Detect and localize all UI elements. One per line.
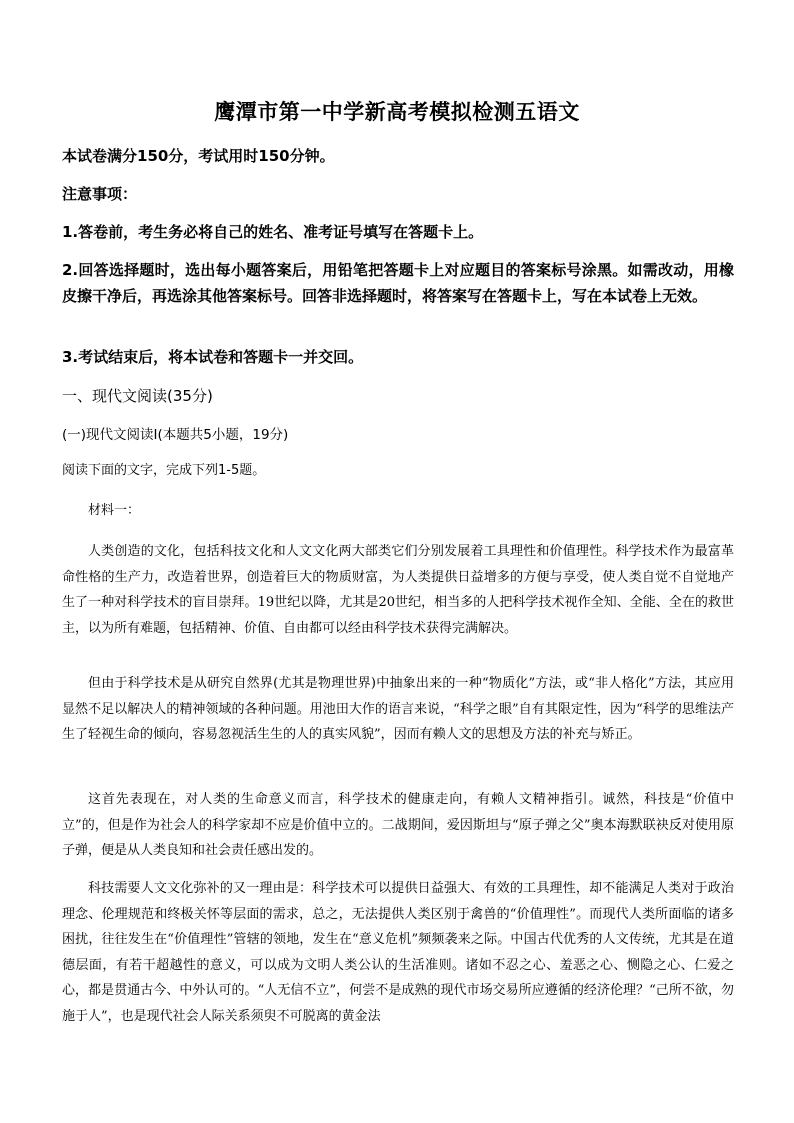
notice-heading: 注意事项： bbox=[62, 185, 138, 203]
article-paragraph: 但由于科学技术是从研究自然界(尤其是物理世界)中抽象出来的一种“物质化”方法，或“非人格化”方法，其应用显然不足以解决人的精神领域的各种问题。用池田大作的语言来说，“科学之眼”自有其限定性，因为“科学的思维法产生了轻视生命的倾向，容易忽视活生生的人的真实风貌”，因而有赖人文的思想及方法的补充与矫正。 bbox=[62, 676, 734, 742]
notice-item: 3.考试结束后，将本试卷和答题卡一并交回。 bbox=[62, 348, 364, 366]
article-paragraph: 科技需要人文文化弥补的又一理由是：科学技术可以提供日益强大、有效的工具理性，却不能满足人类对于政治理念、伦理规范和终极关怀等层面的需求，总之，无法提供人类区别于禽兽的“价值理性”。而现代人类所面临的诸多困扰，往往发生在“价值理性”管辖的领地，发生在“意义危机”频频袭来之际。中国古代优秀的人文传统，尤其是在道德层面，有若干超越性的意义，可以成为文明人类公认的生活准则。诸如不忍之心、羞恶之心、恻隐之心、仁爱之心，都是贯通古今、中外认可的。“人无信不立”，何尝不是成熟的现代市场交易所应遵循的经济伦理？“己所不欲，勿施于人”，也是现代社会人际关系须臾不可脱离的黄金法 bbox=[62, 881, 734, 1024]
exam-info: 本试卷满分150分，考试用时150分钟。 bbox=[62, 147, 335, 165]
article-paragraph: 人类创造的文化，包括科技文化和人文文化两大部类它们分别发展着工具理性和价值理性。科学技术作为最富革命性格的生产力，改造着世界，创造着巨大的物质财富，为人类提供日益增多的方便与享受，使人类自觉不自觉地产生了一种对科学技术的盲目崇拜。19世纪以降，尤其是20世纪，相当多的人把科学技术视作全知、全能、全在的救世主，以为所有难题，包括精神、价值、自由都可以经由科学技术获得完满解决。 bbox=[62, 544, 734, 636]
document-title: 鹰潭市第一中学新高考模拟检测五语文 bbox=[214, 99, 580, 124]
instruction-text: 阅读下面的文字，完成下列1-5题。 bbox=[62, 463, 266, 478]
article-paragraph: 这首先表现在，对人类的生命意义而言，科学技术的健康走向，有赖人文精神指引。诚然，科技是“价值中立”的，但是作为社会人的科学家却不应是价值中立的。二战期间，爱因斯坦与“原子弹之父”奥本海默联袂反对使用原子弹，便是从人类良知和社会责任感出发的。 bbox=[62, 792, 734, 858]
section-title: 一、现代文阅读(35分) bbox=[62, 387, 213, 405]
notice-item: 1.答卷前，考生务必将自己的姓名、准考证号填写在答题卡上。 bbox=[62, 223, 484, 241]
notice-item: 2.回答选择题时，选出每小题答案后，用铅笔把答题卡上对应题目的答案标号涂黑。如需改动，用橡皮擦干净后，再选涂其他答案标号。回答非选择题时，将答案写在答题卡上，写在本试卷上无效。 bbox=[62, 261, 734, 305]
subsection-title: (一)现代文阅读Ⅰ(本题共5小题，19分) bbox=[62, 427, 289, 443]
material-label: 材料一： bbox=[88, 503, 141, 518]
